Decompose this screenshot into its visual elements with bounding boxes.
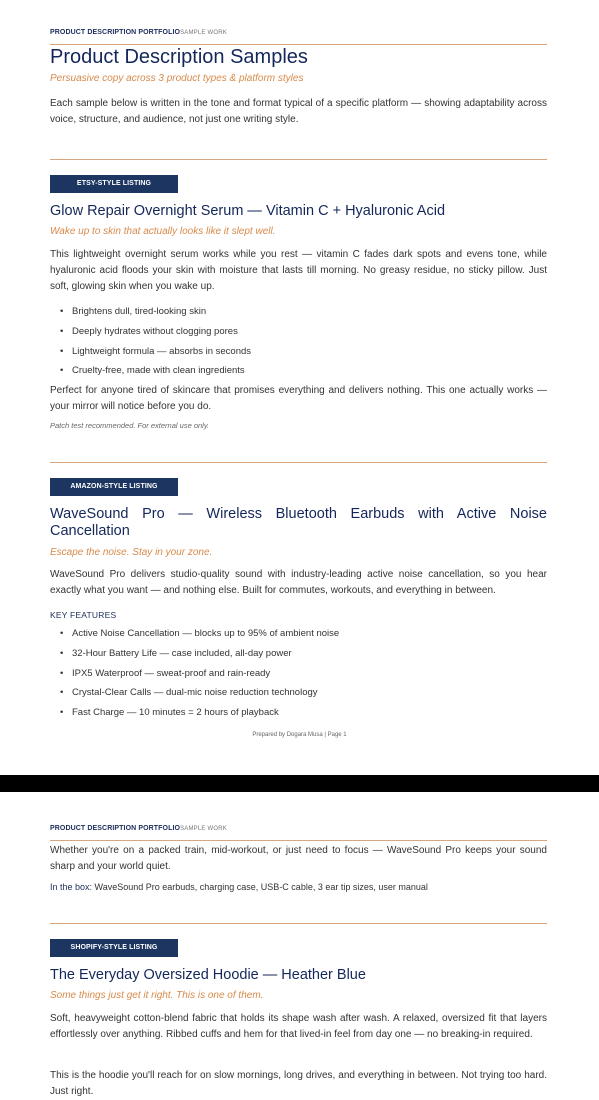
header-portfolio-label: PRODUCT DESCRIPTION PORTFOLIO: [50, 29, 181, 36]
amazon-continued-paragraph: Whether you're on a packed train, mid-workout, or just need to focus — WaveSound Pro keeps your sound sharp and your world quiet.: [50, 845, 547, 872]
etsy-description: This lightweight overnight serum works while you rest — vitamin C fades dark spots and evens tone, while hyaluronic acid floods your skin with moisture that lasts till morning. No greasy residue, no sticky pillow. Just soft, glowing skin when you wake up.: [50, 249, 547, 292]
list-item: • Crystal-Clear Calls — dual-mic noise reduction technology: [60, 687, 318, 699]
intro-paragraph: Each sample below is written in the tone and format typical of a specific platform — showing adaptability across voice, structure, and audience, not just one writing style.: [50, 98, 547, 125]
document-page-2: [0, 792, 599, 1100]
amazon-product-title: WaveSound Pro — Wireless Bluetooth Earbuds with Active Noise Cancellation: [50, 506, 547, 539]
list-item: • Lightweight formula — absorbs in seconds: [60, 345, 252, 357]
shopify-description: Soft, heavyweight cotton-blend fabric that holds its shape wash after wash. A relaxed, oversized fit that layers effortlessly over anything. Ribbed cuffs and hem for that lived-in feel from day one — no breaking-in required.: [50, 1013, 547, 1040]
page-header: [50, 825, 547, 841]
header-sample-work-label: SAMPLE WORK: [180, 30, 227, 36]
list-item: • IPX5 Waterproof — sweat-proof and rain-ready: [60, 667, 271, 679]
list-item: • Fast Charge — 10 minutes = 2 hours of playback: [60, 707, 279, 719]
in-the-box-label: In the box:: [50, 882, 93, 892]
section-divider: [50, 923, 547, 924]
page-break-bar: [0, 775, 599, 792]
list-item: • Deeply hydrates without clogging pores: [60, 325, 238, 337]
list-item: • Cruelty-free, made with clean ingredients: [60, 365, 245, 377]
page-title: Product Description Samples: [50, 46, 308, 68]
etsy-bullet-list: [60, 302, 251, 381]
shopify-tag: SHOPIFY-STYLE LISTING: [50, 939, 178, 957]
section-divider: [50, 159, 547, 160]
section-divider: [50, 462, 547, 463]
amazon-description: WaveSound Pro delivers studio-quality sound with industry-leading active noise cancellation, so you hear exactly what you want — and nothing else. Built for commutes, workouts, and everything in between.: [50, 569, 547, 596]
amazon-tagline: Escape the noise. Stay in your zone.: [50, 547, 213, 558]
amazon-tag: AMAZON-STYLE LISTING: [50, 478, 178, 496]
amazon-feature-list: [60, 624, 339, 723]
shopify-closing: This is the hoodie you'll reach for on slow mornings, long drives, and everything in between. Not trying too hard. Just right.: [50, 1070, 547, 1097]
shopify-product-title: The Everyday Oversized Hoodie — Heather Blue: [50, 967, 366, 983]
page-subtitle: Persuasive copy across 3 product types & platform styles: [50, 73, 304, 84]
key-features-heading: KEY FEATURES: [50, 610, 117, 620]
etsy-tagline: Wake up to skin that actually looks like it slept well.: [50, 226, 276, 237]
footer-page-number: Page 1: [327, 732, 347, 738]
list-item: • 32-Hour Battery Life — case included, all-day power: [60, 647, 292, 659]
list-item: • Brightens dull, tired-looking skin: [60, 306, 207, 317]
shopify-tagline: Some things just get it right. This is one of them.: [50, 990, 264, 1001]
page-header: [50, 29, 547, 45]
in-the-box-text: WaveSound Pro earbuds, charging case, USB-C cable, 3 ear tip sizes, user manual: [94, 882, 428, 892]
etsy-tag: ETSY-STYLE LISTING: [50, 175, 178, 193]
list-item: • Active Noise Cancellation — blocks up to 95% of ambient noise: [60, 628, 340, 639]
in-the-box: [50, 879, 547, 895]
header-portfolio-label: PRODUCT DESCRIPTION PORTFOLIO: [50, 825, 181, 832]
header-sample-work-label: SAMPLE WORK: [180, 826, 227, 832]
page-footer: [0, 732, 599, 738]
etsy-closing: Perfect for anyone tired of skincare that promises everything and delivers nothing. This one actually works — your mirror will notice before you do.: [50, 385, 547, 412]
etsy-product-title: Glow Repair Overnight Serum — Vitamin C + Hyaluronic Acid: [50, 203, 446, 219]
footer-prepared-by: Prepared by Dogara Musa: [252, 732, 323, 738]
footer-separator: |: [324, 732, 326, 738]
etsy-note: Patch test recommended. For external use only.: [50, 421, 210, 430]
